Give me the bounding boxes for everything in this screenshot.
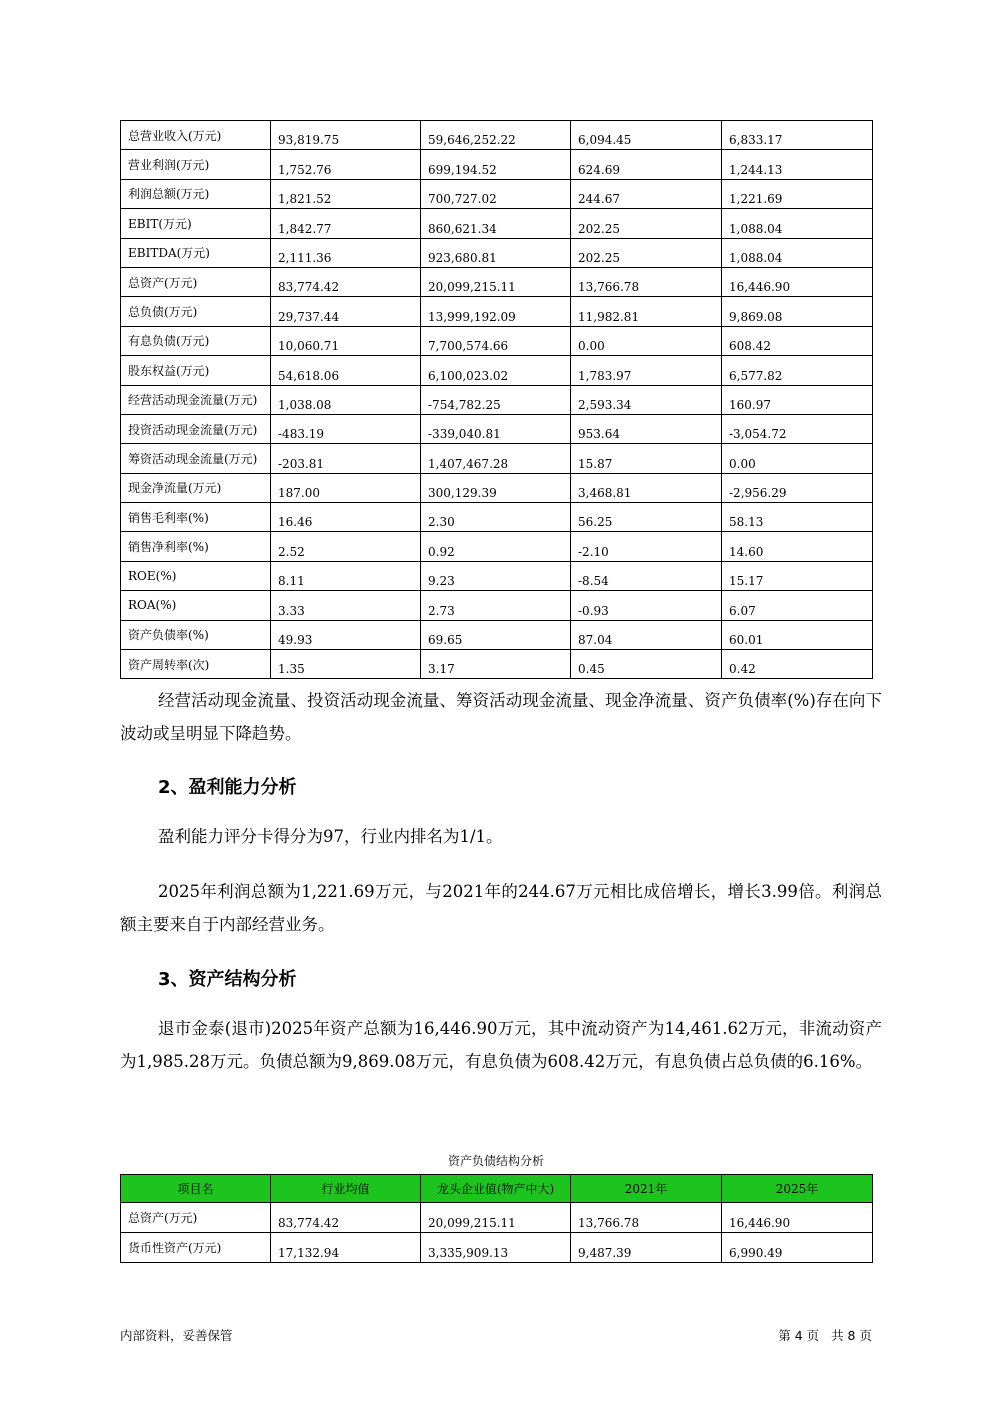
indicator-cell-label: 投资活动现金流量(万元) [121,414,271,443]
indicator-cell-value: 11,982.81 [571,297,722,326]
indicator-cell-value: -2,956.29 [722,473,873,502]
indicator-cell-value: 9.23 [421,561,571,590]
indicator-cell-value: 1,821.52 [271,179,421,208]
indicator-cell-value: 13,999,192.09 [421,297,571,326]
indicator-cell-label: EBIT(万元) [121,209,271,238]
indicator-cell-value: 6.07 [722,591,873,620]
indicator-cell-value: 860,621.34 [421,209,571,238]
balance-cell-value: 17,132.94 [271,1233,421,1263]
table-row [121,179,873,208]
table-row [121,267,873,296]
indicator-cell-value: 1,783.97 [571,356,722,385]
indicator-cell-value: 1,088.04 [722,209,873,238]
trend-paragraph: 经营活动现金流量、投资活动现金流量、筹资活动现金流量、现金净流量、资产负债率(%)存在向下波动或呈明显下降趋势。 [120,691,882,743]
balance-cell-value: 6,990.49 [722,1233,873,1263]
indicator-cell-value: 0.42 [722,650,873,679]
indicator-cell-value: -0.93 [571,591,722,620]
column-header: 龙头企业值(物产中大) [421,1175,571,1203]
indicator-cell-value: 202.25 [571,209,722,238]
indicator-cell-value: 69.65 [421,620,571,649]
indicator-cell-value: 3.33 [271,591,421,620]
indicator-cell-label: ROE(%) [121,561,271,590]
structure-heading: 3、资产结构分析 [158,969,297,990]
footer-page-number: 第 4 页 共 8 页 [778,1328,872,1343]
indicator-cell-label: 股东权益(万元) [121,356,271,385]
indicator-cell-value: 7,700,574.66 [421,326,571,355]
indicator-cell-label: 销售毛利率(%) [121,503,271,532]
indicator-cell-value: -754,782.25 [421,385,571,414]
indicator-cell-value: 953.64 [571,414,722,443]
indicator-cell-value: 56.25 [571,503,722,532]
indicator-cell-value: 15.17 [722,561,873,590]
indicator-cell-value: -2.10 [571,532,722,561]
indicator-cell-value: 16.46 [271,503,421,532]
balance-table-caption: 资产负债结构分析 [447,1154,544,1168]
indicator-cell-value: 13,766.78 [571,267,722,296]
balance-cell-value: 9,487.39 [571,1233,722,1263]
indicator-cell-value: 699,194.52 [421,150,571,179]
column-header: 2025年 [722,1175,873,1203]
indicator-cell-label: 有息负债(万元) [121,326,271,355]
indicator-cell-label: 总资产(万元) [121,267,271,296]
indicator-cell-value: -339,040.81 [421,414,571,443]
indicator-cell-label: 筹资活动现金流量(万元) [121,444,271,473]
indicator-cell-value: 2.52 [271,532,421,561]
indicator-cell-value: -3,054.72 [722,414,873,443]
indicator-cell-value: 14.60 [722,532,873,561]
indicator-cell-value: 1,842.77 [271,209,421,238]
indicator-cell-value: 700,727.02 [421,179,571,208]
table-row [121,473,873,502]
indicator-cell-value: 1,752.76 [271,150,421,179]
table-row [121,209,873,238]
balance-cell-value: 20,099,215.11 [421,1203,571,1233]
table-row [121,561,873,590]
indicator-cell-value: 608.42 [722,326,873,355]
indicator-cell-value: 2.30 [421,503,571,532]
indicator-cell-value: 923,680.81 [421,238,571,267]
score-paragraph: 盈利能力评分卡得分为97，行业内排名为1/1。 [158,827,503,846]
indicator-cell-label: 销售净利率(%) [121,532,271,561]
indicator-cell-label: 经营活动现金流量(万元) [121,385,271,414]
profitability-heading: 2、盈利能力分析 [158,777,297,798]
indicator-cell-value: 187.00 [271,473,421,502]
table-row [121,356,873,385]
indicator-cell-label: 资产负债率(%) [121,620,271,649]
indicator-cell-value: 1,088.04 [722,238,873,267]
balance-cell-label: 总资产(万元) [121,1203,271,1233]
table-header-row [121,1175,873,1203]
table-row [121,385,873,414]
table-row [121,238,873,267]
table-row [121,532,873,561]
indicator-cell-value: 15.87 [571,444,722,473]
table-row [121,297,873,326]
indicator-cell-value: 624.69 [571,150,722,179]
indicator-cell-value: 0.00 [722,444,873,473]
indicator-cell-value: 244.67 [571,179,722,208]
indicator-cell-label: EBITDA(万元) [121,238,271,267]
balance-cell-value: 83,774.42 [271,1203,421,1233]
indicator-cell-value: 6,100,023.02 [421,356,571,385]
indicator-cell-label: 现金净流量(万元) [121,473,271,502]
table-row [121,650,873,679]
table-row [121,150,873,179]
balance-structure-table [120,1174,873,1263]
indicator-cell-value: 1.35 [271,650,421,679]
indicator-cell-value: 20,099,215.11 [421,267,571,296]
indicator-cell-value: 3.17 [421,650,571,679]
table-row [121,121,873,150]
indicator-cell-value: -8.54 [571,561,722,590]
column-header: 2021年 [571,1175,722,1203]
indicator-cell-value: 2,593.34 [571,385,722,414]
indicator-cell-value: 0.45 [571,650,722,679]
balance-cell-value: 13,766.78 [571,1203,722,1233]
indicator-cell-value: 58.13 [722,503,873,532]
indicator-cell-label: 资产周转率(次) [121,650,271,679]
indicator-cell-value: 3,468.81 [571,473,722,502]
indicator-cell-label: 总负债(万元) [121,297,271,326]
indicator-cell-value: 8.11 [271,561,421,590]
table-row [121,444,873,473]
indicator-cell-value: 2,111.36 [271,238,421,267]
indicator-cell-value: 49.93 [271,620,421,649]
column-header: 项目名 [121,1175,271,1203]
indicator-cell-label: 营业利润(万元) [121,150,271,179]
indicator-cell-value: -483.19 [271,414,421,443]
indicator-cell-value: 0.92 [421,532,571,561]
assets-paragraph: 退市金泰(退市)2025年资产总额为16,446.90万元，其中流动资产为14,461.62万元，非流动资产为1,985.28万元。负债总额为9,869.08万元，有息负债为608.42万元，有息负债占总负债的6.16%。 [120,1019,882,1071]
footer-confidential-note: 内部资料，妥善保管 [120,1328,233,1343]
financial-indicators-table [120,120,873,679]
indicator-cell-value: 6,833.17 [722,121,873,150]
balance-cell-label: 货币性资产(万元) [121,1233,271,1263]
indicator-cell-label: 总营业收入(万元) [121,121,271,150]
indicator-cell-value: 1,407,467.28 [421,444,571,473]
indicator-cell-value: 1,221.69 [722,179,873,208]
indicator-cell-value: 0.00 [571,326,722,355]
profit-paragraph: 2025年利润总额为1,221.69万元，与2021年的244.67万元相比成倍增长，增长3.99倍。利润总额主要来自于内部经营业务。 [120,882,882,934]
indicator-cell-label: ROA(%) [121,591,271,620]
indicator-cell-value: 93,819.75 [271,121,421,150]
indicator-cell-value: 9,869.08 [722,297,873,326]
indicator-cell-value: 29,737.44 [271,297,421,326]
indicator-cell-value: 300,129.39 [421,473,571,502]
indicator-cell-value: 6,094.45 [571,121,722,150]
indicator-cell-value: 83,774.42 [271,267,421,296]
indicator-cell-value: 10,060.71 [271,326,421,355]
indicator-cell-value: 60.01 [722,620,873,649]
balance-cell-value: 3,335,909.13 [421,1233,571,1263]
indicator-cell-value: 16,446.90 [722,267,873,296]
column-header: 行业均值 [271,1175,421,1203]
table-row [121,503,873,532]
table-row [121,326,873,355]
indicator-cell-value: 54,618.06 [271,356,421,385]
indicator-cell-value: 160.97 [722,385,873,414]
indicator-cell-value: 1,244.13 [722,150,873,179]
indicator-cell-value: 6,577.82 [722,356,873,385]
table-row [121,1203,873,1233]
indicator-cell-value: 202.25 [571,238,722,267]
indicator-cell-value: -203.81 [271,444,421,473]
table-row [121,1233,873,1263]
indicator-cell-label: 利润总额(万元) [121,179,271,208]
balance-cell-value: 16,446.90 [722,1203,873,1233]
indicator-cell-value: 2.73 [421,591,571,620]
table-row [121,620,873,649]
table-row [121,414,873,443]
indicator-cell-value: 59,646,252.22 [421,121,571,150]
table-row [121,591,873,620]
indicator-cell-value: 1,038.08 [271,385,421,414]
indicator-cell-value: 87.04 [571,620,722,649]
